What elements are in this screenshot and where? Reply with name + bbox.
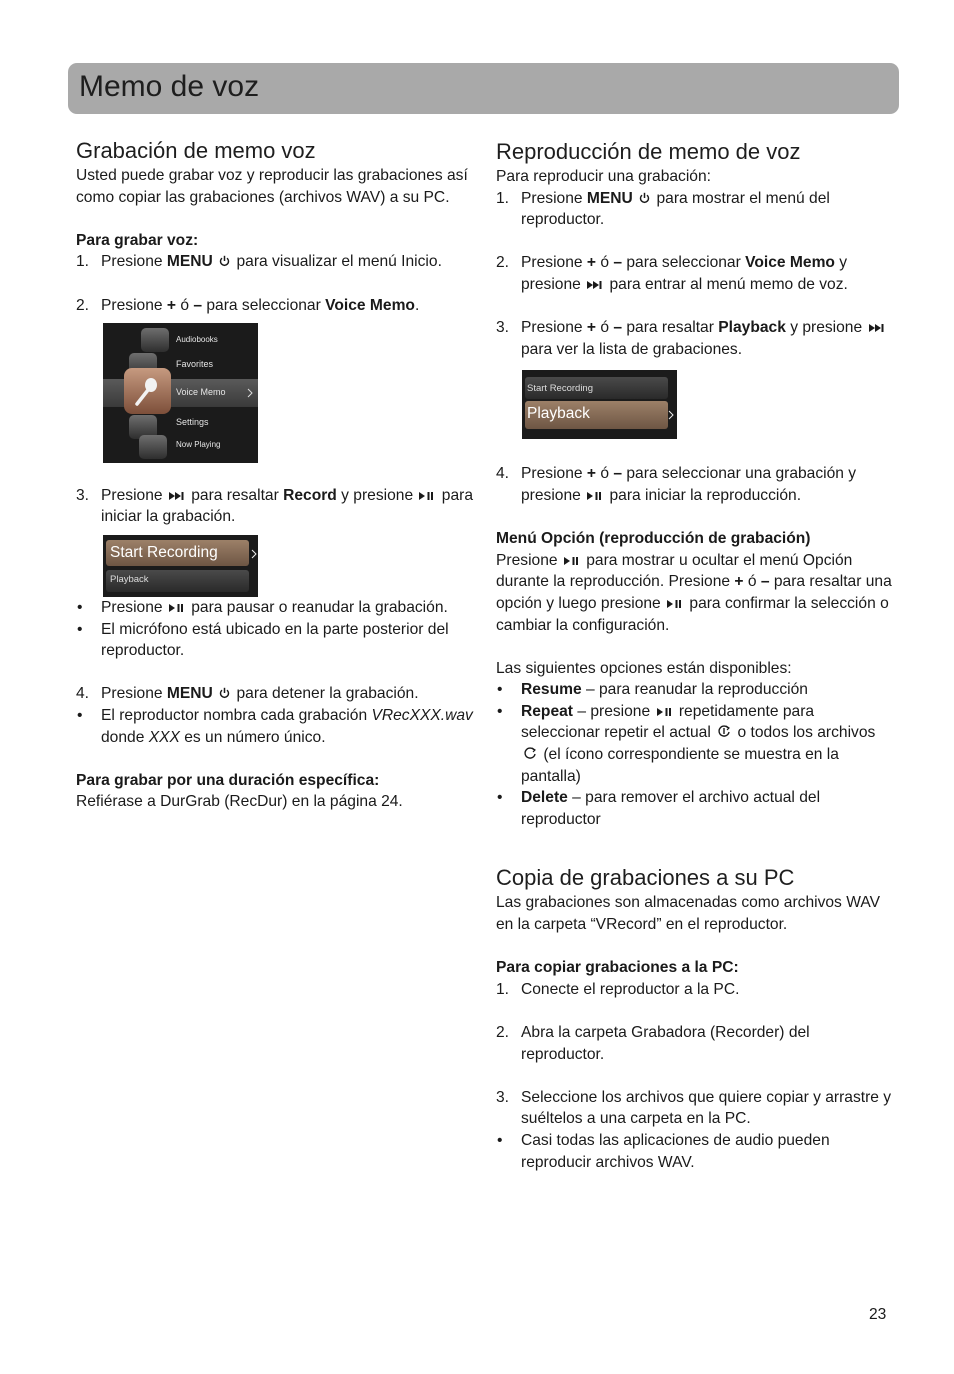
copy-step-3: 3. Seleccione los archivos que quiere copiar y arrastre y suéltelos a una carpeta en la PC. — [496, 1088, 892, 1128]
playback-step-4: 4. Presione + ó – para seleccionar una grabación y presione para iniciar la reproducción. — [496, 465, 857, 504]
power-icon — [219, 687, 230, 699]
section-heading-recording: Grabación de memo voz — [76, 138, 316, 163]
skip-forward-icon — [587, 280, 603, 290]
section-heading-playback: Reproducción de memo de voz — [496, 139, 801, 164]
now-playing-icon — [139, 435, 167, 459]
main-menu-screen — [103, 323, 258, 463]
audiobooks-icon — [141, 328, 169, 352]
playback-step-3: 3. Presione + ó – para resaltar Playback y presione para ver la lista de grabaciones. — [496, 317, 896, 360]
repeat-one-icon — [717, 724, 731, 738]
chevron-right-icon — [251, 549, 257, 559]
play-pause-icon — [169, 603, 185, 613]
menu-item-voice-memo: Voice Memo — [176, 387, 226, 398]
playback-label: Playback — [110, 573, 149, 585]
options-intro: Las siguientes opciones están disponibles: — [496, 659, 792, 677]
menu-item-favorites: Favorites — [176, 359, 214, 370]
step-4: 4. Presione MENU para detener la grabación. — [76, 685, 419, 703]
recording-intro: Usted puede grabar voz y reproducir las grabaciones así como copiar las grabaciones (archivos WAV) a su PC. — [76, 167, 468, 206]
step-2: 2. Presione + ó – para seleccionar Voice Memo. — [76, 296, 420, 314]
chevron-right-icon — [247, 388, 253, 398]
play-pause-icon — [587, 491, 603, 501]
menu-item-audiobooks: Audiobooks — [176, 335, 218, 345]
playback-label: Playback — [527, 405, 590, 423]
record-voice-heading: Para grabar voz: — [76, 231, 199, 249]
option-menu-text: Presione para mostrar u ocultar el menú Opción durante la reproducción. Presione + ó – para resaltar una opción y luego presione para confirmar la selección o cambiar la configuración. — [496, 551, 892, 634]
skip-forward-icon — [869, 323, 885, 333]
page-number: 23 — [869, 1306, 887, 1323]
bullet-pause: • Presione para pausar o reanudar la grabación. — [77, 598, 448, 616]
playback-step-2: 2. Presione + ó – para seleccionar Voice Memo y presione para entrar al menú memo de voz. — [496, 254, 848, 293]
menu-item-settings: Settings — [176, 417, 209, 428]
power-icon — [639, 192, 650, 204]
left-column — [76, 137, 476, 813]
option-delete: • Delete – para remover el archivo actual del reproductor — [497, 789, 821, 828]
bullet-filename: • El reproductor nombra cada grabación VRecXXX.wav donde XXX es un número único. — [77, 706, 473, 746]
page-title: Memo de voz — [79, 70, 260, 103]
copy-subheading: Para copiar grabaciones a la PC: — [496, 959, 739, 977]
bullet-microphone: • El micrófono está ubicado en la parte posterior del reproductor. — [77, 620, 449, 660]
right-column — [496, 137, 896, 1173]
duration-text: Refiérase a DurGrab (RecDur) en la página 24. — [76, 793, 403, 811]
duration-heading: Para grabar por una duración específica: — [76, 771, 380, 789]
microphone-icon — [124, 368, 171, 414]
repeat-all-icon — [523, 746, 537, 760]
start-recording-label: Start Recording — [527, 383, 594, 395]
start-recording-label: Start Recording — [110, 543, 218, 561]
menu-item-now-playing: Now Playing — [176, 440, 221, 450]
record-screen — [103, 535, 258, 597]
play-pause-icon — [667, 599, 683, 609]
section-heading-copy: Copia de grabaciones a su PC — [496, 865, 795, 891]
skip-forward-icon — [169, 491, 185, 501]
copy-bullet: • Casi todas las aplicaciones de audio pueden reproducir archivos WAV. — [497, 1131, 830, 1171]
copy-step-1: 1. Conecte el reproductor a la PC. — [496, 980, 740, 998]
option-resume: • Resume – para reanudar la reproducción — [497, 681, 808, 699]
playback-screen — [522, 370, 677, 439]
power-icon — [219, 255, 230, 267]
step-1: 1. Presione MENU para visualizar el menú Inicio. — [76, 253, 442, 271]
play-pause-icon — [564, 556, 580, 566]
play-pause-icon — [657, 707, 673, 717]
step-3: 3. Presione para resaltar Record y presione para iniciar la grabación. — [76, 486, 474, 526]
playback-step-1: 1. Presione MENU para mostrar el menú del reproductor. — [496, 189, 830, 229]
copy-step-2: 2. Abra la carpeta Grabadora (Recorder) del reproductor. — [496, 1024, 810, 1063]
title-bar — [68, 63, 899, 114]
option-repeat: • Repeat – presione repetidamente para seleccionar repetir el actual o todos los archivos (el ícono correspondiente se muestra en la pantalla) — [497, 702, 876, 785]
copy-intro: Las grabaciones son almacenadas como archivos WAV en la carpeta “VRecord” en el reproductor. — [496, 894, 880, 934]
option-menu-heading: Menú Opción (reproducción de grabación) — [496, 530, 811, 548]
chevron-right-icon — [668, 410, 674, 420]
play-pause-icon — [419, 491, 435, 501]
playback-intro: Para reproducir una grabación: — [496, 168, 711, 185]
